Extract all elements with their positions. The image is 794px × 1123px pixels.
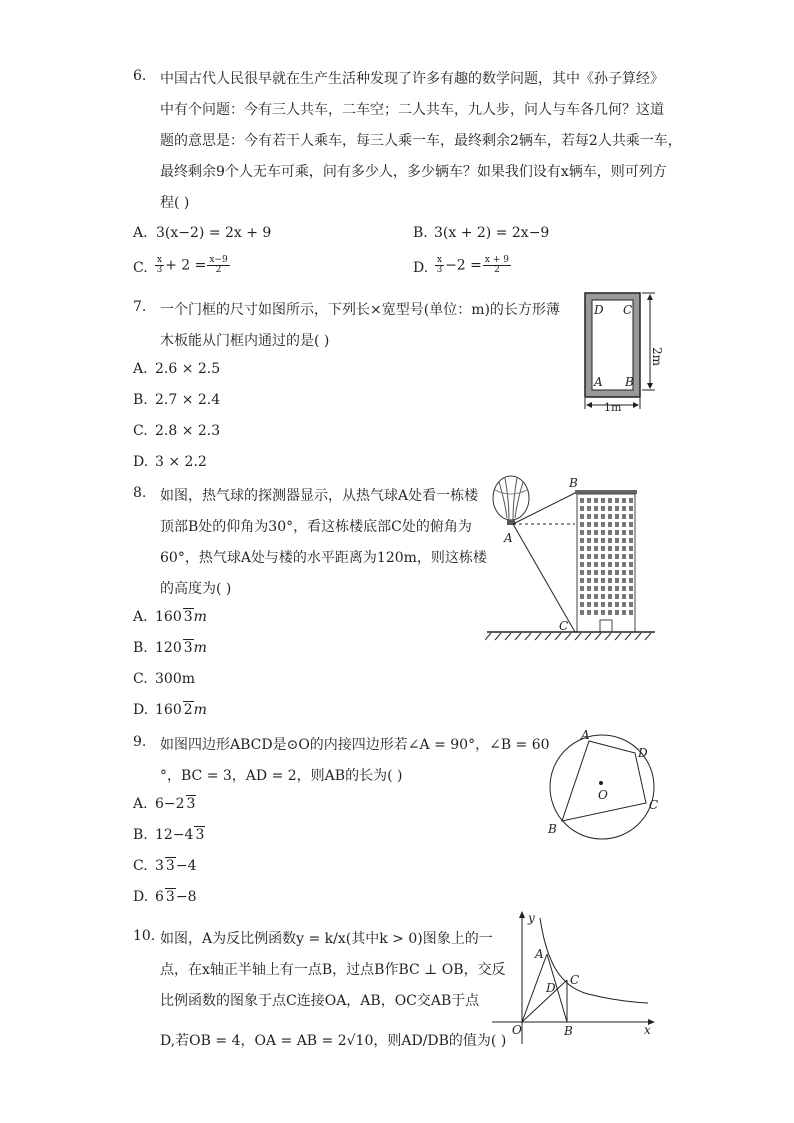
building-window <box>622 554 626 559</box>
option-text: 160 3m <box>155 609 207 625</box>
ground-hatch <box>575 633 581 640</box>
option-label: C. <box>133 671 148 687</box>
option-text: 12−4 3 <box>155 827 205 843</box>
building-window <box>608 530 612 535</box>
building-window <box>580 530 584 535</box>
building-window <box>615 530 619 535</box>
building-window <box>622 562 626 567</box>
building-window <box>622 530 626 535</box>
building-window <box>615 538 619 543</box>
point-label-d: D <box>546 981 556 995</box>
building-window <box>629 538 633 543</box>
building-window <box>615 522 619 527</box>
building-window <box>587 578 591 583</box>
height-label: 2m <box>650 347 664 367</box>
building-window <box>601 594 605 599</box>
question-text-line: 程( ) <box>160 195 190 211</box>
question-text-line: 如图，A为反比例函数y = k/x(其中k > 0)图象上的一 <box>160 931 493 947</box>
vertex-label-b: B <box>548 822 557 836</box>
option-label: D. <box>133 702 149 718</box>
building-window <box>622 514 626 519</box>
building-window <box>629 554 633 559</box>
building-window <box>580 570 584 575</box>
question-text-line: 如图四边形ABCD是⊙O的内接四边形若∠A = 90°，∠B = 60 <box>160 737 550 753</box>
building-window <box>587 538 591 543</box>
point-label-a: A <box>535 947 544 961</box>
building-window <box>629 530 633 535</box>
building-window <box>601 498 605 503</box>
question-text-line: 顶部B处的仰角为30°，看这栋楼底部C处的俯角为 <box>160 519 472 535</box>
building-window <box>594 554 598 559</box>
option-label: A. <box>133 361 148 377</box>
building-window <box>580 578 584 583</box>
building-window <box>629 578 633 583</box>
ground-hatch <box>565 633 571 640</box>
inverse-function-figure <box>488 908 660 1048</box>
point-label-a: A <box>504 531 513 545</box>
ground-hatch <box>515 633 521 640</box>
balloon-building-figure <box>485 472 665 648</box>
building-window <box>629 586 633 591</box>
building-window <box>587 602 591 607</box>
question-text-line: 中有个问题：今有三人共车，二车空；二人共车，九人步，问人与车各几何？这道 <box>160 102 664 118</box>
building-window <box>608 610 612 615</box>
vertex-label-b: B <box>625 375 634 389</box>
building-window <box>587 522 591 527</box>
building-window <box>594 530 598 535</box>
building-window <box>629 570 633 575</box>
option-d-text: $\frac{x}{3}$ −2 = $\frac{x + 9}{2}$ <box>436 255 509 275</box>
building-window <box>608 594 612 599</box>
building-window <box>601 570 605 575</box>
origin-label: O <box>512 1023 522 1037</box>
building-window <box>580 538 584 543</box>
building-window <box>622 586 626 591</box>
building-window <box>601 538 605 543</box>
building-window <box>615 570 619 575</box>
option-label: A. <box>133 796 148 812</box>
option-b-text: 3(x + 2) = 2x−9 <box>434 225 550 241</box>
building-window <box>608 570 612 575</box>
question-text-line: 如图，热气球的探测器显示，从热气球A处看一栋楼 <box>160 488 479 504</box>
building-window <box>594 562 598 567</box>
building-window <box>587 594 591 599</box>
option-text: 2.8 × 2.3 <box>155 423 221 439</box>
building-window <box>629 594 633 599</box>
question-text-line: °，BC = 3，AD = 2，则AB的长为( ) <box>160 768 403 784</box>
building-window <box>587 506 591 511</box>
building-window <box>594 546 598 551</box>
building-window <box>608 506 612 511</box>
building-window <box>580 554 584 559</box>
question-number: 7. <box>133 299 147 315</box>
option-label: B. <box>133 640 148 656</box>
building-window <box>615 554 619 559</box>
point-label-c: C <box>559 619 569 633</box>
width-label: 1m <box>604 401 622 414</box>
option-label: B. <box>413 225 428 241</box>
option-text: 120 3m <box>155 640 207 656</box>
option-label: C. <box>133 423 148 439</box>
building-window <box>615 546 619 551</box>
building-window <box>622 506 626 511</box>
vertex-label-c: C <box>623 303 633 317</box>
building-window <box>601 506 605 511</box>
ground-hatch <box>555 633 561 640</box>
ground-hatch <box>545 633 551 640</box>
question-text-line: 点，在x轴正半轴上有一点B，过点B作BC ⊥ OB，交反 <box>160 962 506 978</box>
option-text: 300m <box>155 671 195 687</box>
building-window <box>594 610 598 615</box>
building-window <box>587 498 591 503</box>
ground-hatch <box>595 633 601 640</box>
building-window <box>594 506 598 511</box>
building-window <box>629 498 633 503</box>
building-window <box>594 538 598 543</box>
option-a-text: 3(x−2) = 2x + 9 <box>156 225 272 241</box>
building-window <box>594 594 598 599</box>
building-window <box>608 546 612 551</box>
building-window <box>608 578 612 583</box>
building-window <box>601 610 605 615</box>
axis-label-y: y <box>528 911 535 925</box>
building-window <box>580 562 584 567</box>
question-text-line: D,若OB = 4，OA = AB = 2√10，则AD/DB的值为( ) <box>160 1033 507 1049</box>
question-text-line: 最终剩余9个人无车可乘，问有多少人，多少辆车？如果我们设有x辆车，则可列方 <box>160 164 667 180</box>
building-window <box>580 498 584 503</box>
point-label-b: B <box>569 476 578 490</box>
building-window <box>608 538 612 543</box>
building-window <box>608 522 612 527</box>
building-window <box>601 562 605 567</box>
vertex-label-a: A <box>581 728 590 742</box>
building-window <box>580 602 584 607</box>
vertex-label-a: A <box>594 375 603 389</box>
building-window <box>629 610 633 615</box>
question-text-line: 60°，热气球A处与楼的水平距离为120m，则这栋楼 <box>160 550 487 566</box>
vertex-label-d: D <box>594 303 604 317</box>
building-window <box>587 570 591 575</box>
building-window <box>622 610 626 615</box>
building-window <box>608 514 612 519</box>
building-window <box>622 578 626 583</box>
building-window <box>601 554 605 559</box>
option-label: A. <box>133 609 148 625</box>
building-window <box>615 610 619 615</box>
building-window <box>601 586 605 591</box>
door-frame-figure <box>575 285 665 415</box>
building-window <box>594 522 598 527</box>
center-label-o: O <box>598 788 608 802</box>
option-text: 2.6 × 2.5 <box>155 361 221 377</box>
building-window <box>601 602 605 607</box>
building-window <box>615 514 619 519</box>
vertex-label-c: C <box>649 798 659 812</box>
building-window <box>594 586 598 591</box>
question-text-line: 一个门框的尺寸如图所示，下列长×宽型号(单位：m)的长方形薄 <box>160 302 560 318</box>
option-label: D. <box>413 260 429 276</box>
building-window <box>580 586 584 591</box>
building-window <box>594 578 598 583</box>
building-window <box>587 586 591 591</box>
ground-hatch <box>645 633 651 640</box>
building-window <box>615 506 619 511</box>
ground-hatch <box>635 633 641 640</box>
option-label: C. <box>133 858 148 874</box>
building-window <box>587 546 591 551</box>
option-label: D. <box>133 454 149 470</box>
building-window <box>629 514 633 519</box>
building-window <box>615 578 619 583</box>
ground-hatch <box>615 633 621 640</box>
building-window <box>622 538 626 543</box>
building-window <box>622 498 626 503</box>
building-window <box>615 594 619 599</box>
building-window <box>594 602 598 607</box>
question-text-line: 中国古代人民很早就在生产生活种发现了许多有趣的数学问题，其中《孙子算经》 <box>160 71 664 87</box>
building-window <box>580 546 584 551</box>
option-text: 2.7 × 2.4 <box>155 392 221 408</box>
building-window <box>580 506 584 511</box>
building-window <box>601 530 605 535</box>
building-window <box>615 498 619 503</box>
axis-label-x: x <box>644 1023 651 1037</box>
building-window <box>615 562 619 567</box>
building-window <box>622 602 626 607</box>
building-window <box>608 498 612 503</box>
building-window <box>587 610 591 615</box>
ground-hatch <box>495 633 501 640</box>
ground-hatch <box>525 633 531 640</box>
point-label-b: B <box>564 1024 573 1038</box>
building-window <box>587 554 591 559</box>
option-label: C. <box>133 260 148 276</box>
ground-hatch <box>625 633 631 640</box>
option-c-text: $\frac{x}{3}$ + 2 = $\frac{x-9}{2}$ <box>156 255 228 275</box>
building-window <box>629 522 633 527</box>
question-number: 8. <box>133 485 147 501</box>
building-window <box>622 570 626 575</box>
building-window <box>601 522 605 527</box>
building-window <box>587 514 591 519</box>
option-text: 3 × 2.2 <box>155 454 207 470</box>
question-text-line: 比例函数的图象于点C连接OA，AB，OC交AB于点 <box>160 993 480 1009</box>
question-text-line: 木板能从门框内通过的是( ) <box>160 333 330 349</box>
building-window <box>587 562 591 567</box>
ground-hatch <box>605 633 611 640</box>
building-window <box>629 562 633 567</box>
question-number: 10. <box>133 928 156 944</box>
option-text: 6−2 3 <box>155 796 196 812</box>
option-text: 160 2m <box>155 702 207 718</box>
ground-hatch <box>585 633 591 640</box>
vertex-label-d: D <box>638 746 648 760</box>
option-label: D. <box>133 889 149 905</box>
ground-hatch <box>485 633 491 640</box>
building-window <box>580 594 584 599</box>
question-text-line: 题的意思是：今有若干人乘车，每三人乘一车，最终剩余2辆车，若每2人共乘一车， <box>160 133 682 149</box>
option-label: B. <box>133 827 148 843</box>
building-window <box>622 546 626 551</box>
ground-hatch <box>505 633 511 640</box>
building-window <box>615 586 619 591</box>
building-window <box>580 610 584 615</box>
building-window <box>608 586 612 591</box>
building-window <box>580 514 584 519</box>
question-text-line: 的高度为( ) <box>160 581 232 597</box>
building-window <box>608 562 612 567</box>
building-window <box>594 514 598 519</box>
building-window <box>587 530 591 535</box>
option-text: 3 3−4 <box>155 858 197 874</box>
building-window <box>601 578 605 583</box>
building-window <box>601 514 605 519</box>
building-window <box>629 506 633 511</box>
building-window <box>622 594 626 599</box>
building-window <box>629 602 633 607</box>
circle-quadrilateral-figure <box>540 725 670 840</box>
option-label: B. <box>133 392 148 408</box>
question-number: 9. <box>133 734 147 750</box>
building-window <box>601 546 605 551</box>
building-window <box>594 570 598 575</box>
option-label: A. <box>133 225 148 241</box>
building-window <box>608 602 612 607</box>
building-window <box>629 546 633 551</box>
building-window <box>622 522 626 527</box>
building-window <box>608 554 612 559</box>
ground-hatch <box>535 633 541 640</box>
question-number: 6. <box>133 68 147 84</box>
option-text: 6 3−8 <box>155 889 197 905</box>
building-window <box>594 498 598 503</box>
building-window <box>615 602 619 607</box>
building-window <box>580 522 584 527</box>
point-label-c: C <box>570 973 580 987</box>
